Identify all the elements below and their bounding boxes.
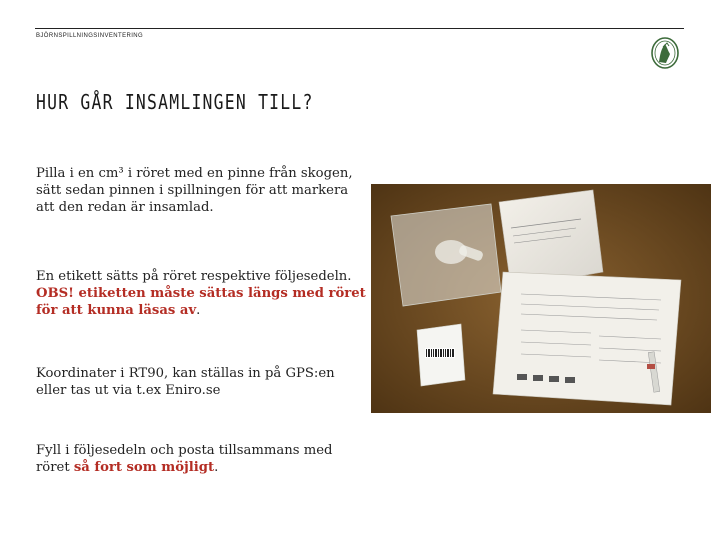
instruction-paragraph-1 — [36, 165, 366, 216]
warning-highlight: OBS! etiketten måste sättas längs med röret för att kunna läsas av — [36, 286, 366, 318]
bear-emblem-logo — [648, 35, 682, 71]
paragraph-text: Koordinater i RT90, kan ställas in på GPS:en eller tas ut via t.ex Eniro.se — [36, 366, 335, 398]
instruction-paragraph-2 — [36, 268, 366, 319]
paragraph-suffix: . — [214, 460, 219, 475]
plastic-bag-shape — [391, 204, 501, 306]
sample-kit-photo — [371, 184, 711, 413]
instruction-paragraph-4 — [36, 442, 366, 476]
paragraph-text: Fyll i följesedeln och posta tillsammans med röret — [36, 443, 333, 475]
consignment-note-shape — [493, 272, 681, 405]
page-title: HUR GÅR INSAMLINGEN TILL? — [36, 90, 314, 114]
paragraph-suffix: . — [196, 303, 201, 318]
instruction-paragraph-3 — [36, 365, 366, 399]
paragraph-text: En etikett sätts på röret respektive följesedeln. — [36, 269, 352, 284]
paragraph-text: Pilla i en cm³ i röret med en pinne från skogen, sätt sedan pinnen i spillningen för att markera att den redan är insamlad. — [36, 166, 353, 215]
urgency-highlight: så fort som möjligt — [73, 460, 215, 475]
header-rule — [35, 28, 684, 29]
header-label: BJÖRNSPILLNINGSINVENTERING — [36, 33, 144, 39]
barcode-label-shape — [417, 324, 465, 386]
